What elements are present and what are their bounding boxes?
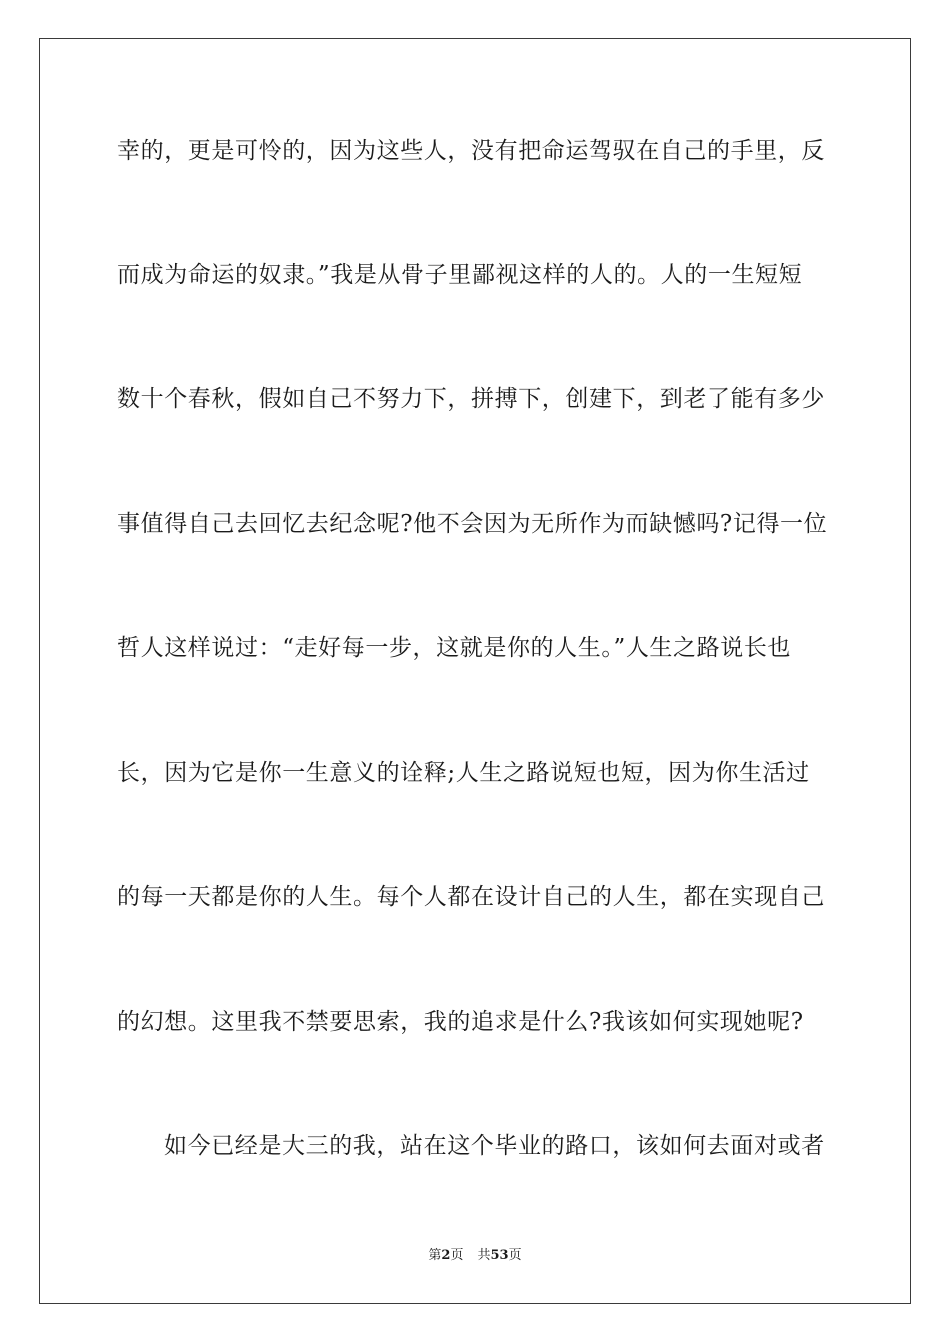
body-text-line: 数十个春秋，假如自己不努力下，拼搏下，创建下，到老了能有多少 xyxy=(117,386,825,412)
body-text-line: 幸的，更是可怜的，因为这些人，没有把命运驾驭在自己的手里，反 xyxy=(117,138,825,164)
page-label-suffix: 页 xyxy=(450,1248,464,1263)
page-label-prefix: 第 xyxy=(428,1248,442,1263)
page-footer xyxy=(0,1247,950,1265)
paragraph-first-line: 如今已经是大三的我，站在这个毕业的路口，该如何去面对或者 xyxy=(164,1133,825,1159)
body-text-line: 事值得自己去回忆去纪念呢?他不会因为无所作为而缺憾吗?记得一位 xyxy=(117,511,828,537)
body-text-line: 而成为命运的奴隶。”我是从骨子里鄙视这样的人的。人的一生短短 xyxy=(117,262,803,288)
body-text-line: 长，因为它是你一生意义的诠释;人生之路说短也短，因为你生活过 xyxy=(117,760,810,786)
body-text-line: 的每一天都是你的人生。每个人都在设计自己的人生，都在实现自己 xyxy=(117,884,825,910)
page-border xyxy=(39,38,911,1304)
current-page-number: 2 xyxy=(441,1248,451,1263)
total-label-suffix: 页 xyxy=(508,1248,522,1263)
body-text-line: 的幻想。这里我不禁要思索，我的追求是什么?我该如何实现她呢? xyxy=(117,1009,804,1035)
body-text-line: 哲人这样说过：“走好每一步，这就是你的人生。”人生之路说长也 xyxy=(117,635,792,661)
total-page-count: 53 xyxy=(490,1248,509,1263)
total-label-prefix: 共 xyxy=(477,1248,491,1263)
